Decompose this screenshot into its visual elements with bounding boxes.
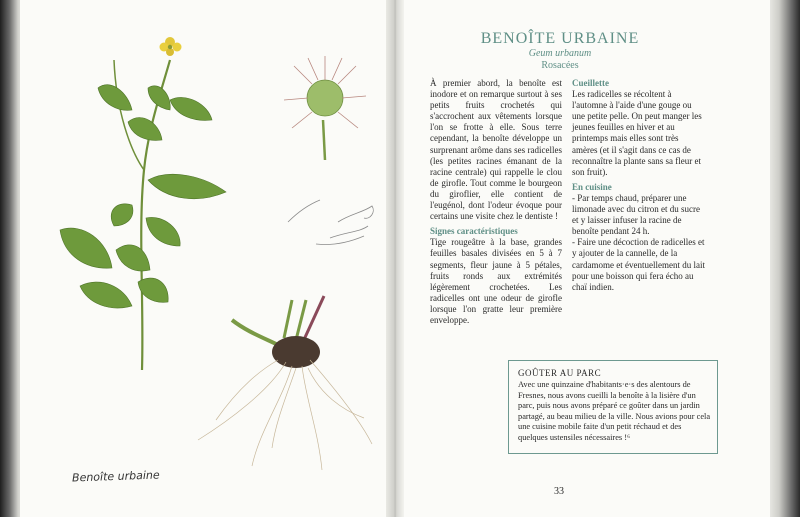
kitchen-item-1: - Par temps chaud, préparer une limonade avec du citron et du sucre et y laisser infuser la racine de benoîte pendant 24 h. [572, 192, 700, 237]
text-column-left [430, 78, 562, 330]
yellow-flower [160, 37, 182, 56]
harvest-heading: Cueillette [572, 78, 609, 88]
signs-heading: Signes caractéristiques [430, 226, 518, 237]
page-number: 33 [554, 486, 564, 497]
kitchen-heading: En cuisine [572, 181, 612, 192]
info-box-title: GOÛTER AU PARC [518, 368, 602, 378]
harvest-paragraph: Les radicelles se récoltent à l'automne à l'aide d'une gouge ou une petite pelle. On peut manger les jeunes feuilles en hiver et au printemps mais elles sont très amères (et il s'agit dans ce cas de reconnaître la plante sans sa fleur et son fruit). [572, 89, 702, 177]
illustration-caption: Benoîte urbaine [71, 468, 160, 485]
page-title: BENOÎTE URBAINE [480, 30, 640, 47]
book-edge-right [770, 0, 800, 517]
latin-name: Geum urbanum [528, 48, 592, 59]
kitchen-item-2: - Faire une décoction de radicelles et y ajouter de la cannelle, de la cardamome et éventuellement du lait pour une boisson qui fera écho au chaï indien. [572, 237, 705, 292]
plant-branch [114, 60, 144, 170]
root-drawing [198, 296, 372, 470]
signs-paragraph: Tige rougeâtre à la base, grandes feuilles basales divisées en 5 à 7 segments, fleur jaune à 5 pétales, fruits ronds aux extrémités légèrement crochetées. Les radicelles ont une odeur de girofle lorsque l'on gratte leur première enveloppe. [430, 237, 562, 325]
plant-family: Rosacées [541, 60, 579, 71]
plant-illustration [20, 0, 390, 517]
seed-head-drawing [284, 56, 366, 160]
bristle-details [288, 200, 373, 245]
text-column-right [572, 78, 706, 297]
intro-paragraph: À premier abord, la benoîte est inodore et on remarque surtout à ses petits fruits crochetés qui s'accrochent aux vêtements lorsque l'on se frotte à elle. Sous terre cependant, la benoîte développe un surprenant arôme dans ses radicelles (les petites racines émanant de la racine centrale) qui rappelle le clou de girofle. Tout comme le bourgeon du giroflier, elle contient de l'eugénol, dont l'odeur évoque pour certains une visite chez le dentiste ! [430, 78, 562, 222]
info-box-text: Avec une quinzaine d'habitants·e·s des alentours de Fresnes, nous avons cueilli la benoîte à la lisière d'un parc, puis nous avons préparé ce goûter dans un jardin partagé, au beau milieu de la ville. Nous avions pour cela une cuisine mobile faite d'un petit réchaud et des quelques ustensiles nécessaires !⁶ [518, 380, 711, 442]
